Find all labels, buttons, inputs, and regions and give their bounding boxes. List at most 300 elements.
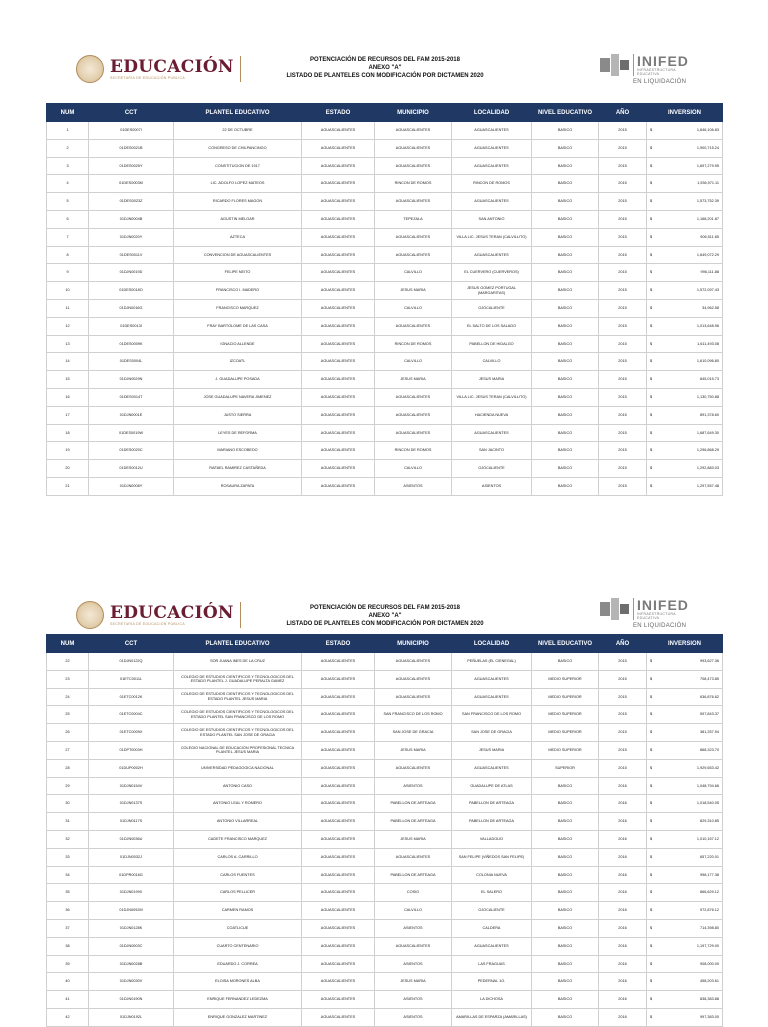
- col-estado-cell: AGUASCALIENTES: [302, 670, 375, 688]
- inversion-amount: 891,378.60: [699, 412, 719, 417]
- col-inversion-cell: [647, 759, 723, 777]
- inifed-logo-sub: EDUCATIVA: [637, 72, 660, 76]
- col-cct-cell: 01DJN0154V: [89, 777, 174, 795]
- col-anio-cell: 2015: [599, 335, 647, 353]
- table-row: [47, 813, 723, 831]
- inversion-amount: 1,900,715.24: [696, 145, 719, 150]
- col-inversion-cell: [647, 973, 723, 991]
- col-plantel-cell: FRANCISCO I. MADERO: [174, 282, 302, 300]
- table-header-row: [47, 104, 723, 122]
- col-anio-cell: 2015: [599, 282, 647, 300]
- col-nivel-cell: BASICO: [532, 866, 599, 884]
- col-num-cell: 27: [47, 741, 89, 759]
- col-estado-cell: AGUASCALIENTES: [302, 688, 375, 706]
- col-municipio-cell: AGUASCALIENTES: [375, 317, 452, 335]
- col-nivel-cell: BASICO: [532, 830, 599, 848]
- col-anio-cell: 2015: [599, 741, 647, 759]
- table-row: [47, 460, 723, 478]
- col-num-cell: 1: [47, 122, 89, 140]
- col-estado-cell: AGUASCALIENTES: [302, 175, 375, 193]
- col-municipio-cell: JESUS MARIA: [375, 371, 452, 389]
- inversion-amount: 714,398.80: [699, 926, 719, 931]
- inversion-amount: 1,296,868.29: [696, 448, 719, 453]
- currency-symbol: $: [650, 412, 653, 417]
- currency-symbol: $: [650, 890, 653, 895]
- col-inversion-cell: [647, 830, 723, 848]
- col-localidad-cell: GUADALUPE DE ATLAS: [452, 777, 532, 795]
- col-plantel-cell: FELIPE NEITO: [174, 264, 302, 282]
- col-num-cell: 14: [47, 353, 89, 371]
- inversion-amount: 906,511.65: [700, 234, 719, 239]
- col-num-cell: 22: [47, 653, 89, 671]
- col-localidad-cell: AMARILLAS DE ESPARZA (AMARILLAS): [452, 1008, 532, 1026]
- table-row: [47, 371, 723, 389]
- col-num-cell: 15: [47, 371, 89, 389]
- col-localidad-cell: SAN JOSE DE GRACIA: [452, 724, 532, 742]
- col-nivel-cell: BASICO: [532, 388, 599, 406]
- col-plantel-cell: ANTONIO LEAL Y ROMERO: [174, 795, 302, 813]
- col-inversion-cell: [647, 264, 723, 282]
- col-num-cell: 28: [47, 759, 89, 777]
- inversion-amount: 1,929,653.42: [696, 765, 719, 770]
- col-localidad-cell: CALDERA: [452, 919, 532, 937]
- col-estado-cell: AGUASCALIENTES: [302, 139, 375, 157]
- col-estado-cell: AGUASCALIENTES: [302, 371, 375, 389]
- col-anio-cell: 2015: [599, 299, 647, 317]
- col-cct-cell: 01DJN0092M: [89, 902, 174, 920]
- col-municipio-cell: AGUASCALIENTES: [375, 228, 452, 246]
- col-cct-cell: 01DES0019W: [89, 424, 174, 442]
- col-nivel-cell: BASICO: [532, 460, 599, 478]
- col-localidad-cell: PABELLON DE ARTEAGA: [452, 813, 532, 831]
- col-nivel-cell: BASICO: [532, 299, 599, 317]
- col-localidad-cell: CALVILLO: [452, 353, 532, 371]
- table-row: [47, 139, 723, 157]
- col-localidad-cell: SAN FELIPE (VIÑEDOS SAN FELIPE): [452, 848, 532, 866]
- col-num-cell: 13: [47, 335, 89, 353]
- col-plantel-cell: JOSE GUADALUPE NAVERA JIMENEZ: [174, 388, 302, 406]
- title-line: POTENCIACIÓN DE RECURSOS DEL FAM 2015-2018: [310, 605, 460, 611]
- col-estado-cell: AGUASCALIENTES: [302, 299, 375, 317]
- col-plantel-cell: CUARTO CENTENARIO: [174, 937, 302, 955]
- col-anio-cell: 2016: [599, 795, 647, 813]
- col-nivel-cell: BASICO: [532, 1008, 599, 1026]
- col-num-cell: 31: [47, 813, 89, 831]
- col-nivel-cell: BASICO: [532, 884, 599, 902]
- col-localidad-cell: JESUS GOMEZ PORTUGAL (MARGARITAS): [452, 282, 532, 300]
- table-row: [47, 353, 723, 371]
- table-row: [47, 157, 723, 175]
- col-localidad-cell: PEÑUELAS (EL CIENEGAL): [452, 653, 532, 671]
- col-estado-cell: AGUASCALIENTES: [302, 653, 375, 671]
- col-anio-cell: 2016: [599, 830, 647, 848]
- inversion-amount: 1,010,157.12: [696, 837, 719, 842]
- col-inversion-cell: [647, 813, 723, 831]
- col-municipio-cell: PABELLON DE ARTEAGA: [375, 866, 452, 884]
- col-municipio-cell: AGUASCALIENTES: [375, 424, 452, 442]
- col-anio-cell: 2016: [599, 955, 647, 973]
- col-plantel-cell: AZTECA: [174, 228, 302, 246]
- col-estado-cell: AGUASCALIENTES: [302, 424, 375, 442]
- col-inversion-cell: [647, 210, 723, 228]
- table-row: [47, 442, 723, 460]
- col-localidad-cell: OJOCALIENTE: [452, 299, 532, 317]
- currency-symbol: $: [650, 676, 653, 681]
- col-num-cell: 23: [47, 670, 89, 688]
- col-localidad-cell: VILLA LIC. JESUS TERAN (CALVILLITO): [452, 228, 532, 246]
- inversion-amount: 34,962.58: [702, 306, 719, 311]
- col-anio-cell: 2015: [599, 388, 647, 406]
- col-municipio-cell: CALVILLO: [375, 902, 452, 920]
- col-inversion-cell: [647, 353, 723, 371]
- col-estado-cell: AGUASCALIENTES: [302, 902, 375, 920]
- col-municipio-cell: SAN FRANCISCO DE LOS ROMO: [375, 706, 452, 724]
- col-nivel-cell: BASICO: [532, 777, 599, 795]
- inifed-building-icon: [600, 598, 630, 620]
- col-nivel-cell: BASICO: [532, 228, 599, 246]
- inversion-amount: 845,015.73: [699, 377, 719, 382]
- col-anio-cell: 2016: [599, 919, 647, 937]
- col-num-cell: 39: [47, 955, 89, 973]
- table-row: [47, 122, 723, 140]
- col-anio-cell: 2015: [599, 157, 647, 175]
- header-col-municipio: MUNICIPIO: [375, 635, 452, 653]
- inversion-amount: 597,843.37: [699, 712, 719, 717]
- table-row: [47, 724, 723, 742]
- col-estado-cell: AGUASCALIENTES: [302, 193, 375, 211]
- table-row: [47, 335, 723, 353]
- col-anio-cell: 2015: [599, 122, 647, 140]
- table-row: [47, 706, 723, 724]
- col-municipio-cell: RINCON DE ROMOS: [375, 335, 452, 353]
- inversion-amount: 908,000.00: [699, 961, 719, 966]
- table-row: [47, 973, 723, 991]
- col-localidad-cell: LA DICHOSA: [452, 991, 532, 1009]
- table-row: [47, 955, 723, 973]
- col-cct-cell: 01DJN0190N: [89, 991, 174, 1009]
- currency-symbol: $: [650, 323, 653, 328]
- col-anio-cell: 2015: [599, 724, 647, 742]
- currency-symbol: $: [650, 872, 653, 877]
- col-num-cell: 33: [47, 848, 89, 866]
- col-anio-cell: 2016: [599, 902, 647, 920]
- col-num-cell: 32: [47, 830, 89, 848]
- table-row: [47, 902, 723, 920]
- col-plantel-cell: LEYES DE REFORMA: [174, 424, 302, 442]
- col-anio-cell: 2015: [599, 139, 647, 157]
- col-num-cell: 41: [47, 991, 89, 1009]
- col-nivel-cell: BASICO: [532, 848, 599, 866]
- col-nivel-cell: BASICO: [532, 902, 599, 920]
- col-anio-cell: 2015: [599, 210, 647, 228]
- col-localidad-cell: SAN ANTONIO: [452, 210, 532, 228]
- col-anio-cell: 2015: [599, 706, 647, 724]
- col-localidad-cell: JESUS MARIA: [452, 741, 532, 759]
- table-row: [47, 653, 723, 671]
- col-nivel-cell: MEDIO SUPERIOR: [532, 741, 599, 759]
- currency-symbol: $: [650, 819, 653, 824]
- table-row: [47, 406, 723, 424]
- col-inversion-cell: [647, 282, 723, 300]
- col-cct-cell: 01DJN0019D: [89, 264, 174, 282]
- header-col-num: NUM: [47, 104, 89, 122]
- col-num-cell: 26: [47, 724, 89, 742]
- col-localidad-cell: AGUASCALIENTES: [452, 193, 532, 211]
- col-plantel-cell: ENRIQUE GONZALEZ MARTINEZ: [174, 1008, 302, 1026]
- col-inversion-cell: [647, 424, 723, 442]
- col-municipio-cell: AGUASCALIENTES: [375, 653, 452, 671]
- header-col-localidad: LOCALIDAD: [452, 104, 532, 122]
- col-estado-cell: AGUASCALIENTES: [302, 210, 375, 228]
- col-nivel-cell: BASICO: [532, 157, 599, 175]
- col-municipio-cell: AGUASCALIENTES: [375, 406, 452, 424]
- inversion-amount: 708,473.85: [699, 676, 719, 681]
- col-municipio-cell: CALVILLO: [375, 299, 452, 317]
- col-municipio-cell: ASIENTOS: [375, 477, 452, 495]
- inifed-logo-word: INIFED: [637, 597, 689, 613]
- col-anio-cell: 2016: [599, 991, 647, 1009]
- col-nivel-cell: SUPERIOR: [532, 759, 599, 777]
- col-num-cell: 34: [47, 866, 89, 884]
- table-row: [47, 193, 723, 211]
- col-estado-cell: AGUASCALIENTES: [302, 442, 375, 460]
- currency-symbol: $: [650, 377, 653, 382]
- col-num-cell: 35: [47, 884, 89, 902]
- col-cct-cell: 01ETC0012K: [89, 688, 174, 706]
- col-cct-cell: 01DJN0122Q: [89, 653, 174, 671]
- header-col-plantel: PLANTEL EDUCATIVO: [174, 635, 302, 653]
- col-plantel-cell: COLEGIO DE ESTUDIOS CIENTIFICOS Y TECNOLOGICOS DEL ESTADO PLANTEL SAN FRANCISCO DE LOS ROMO: [174, 706, 302, 724]
- col-inversion-cell: [647, 246, 723, 264]
- col-plantel-cell: AGUSTIN MELGAR: [174, 210, 302, 228]
- col-estado-cell: AGUASCALIENTES: [302, 777, 375, 795]
- col-plantel-cell: FRANCISCO MARQUEZ: [174, 299, 302, 317]
- col-anio-cell: 2015: [599, 460, 647, 478]
- col-anio-cell: 2015: [599, 228, 647, 246]
- col-anio-cell: 2015: [599, 264, 647, 282]
- col-estado-cell: AGUASCALIENTES: [302, 706, 375, 724]
- col-municipio-cell: JESUS MARIA: [375, 741, 452, 759]
- col-nivel-cell: BASICO: [532, 973, 599, 991]
- col-anio-cell: 2016: [599, 884, 647, 902]
- currency-symbol: $: [650, 270, 653, 275]
- col-estado-cell: AGUASCALIENTES: [302, 1008, 375, 1026]
- document-title: [230, 604, 540, 628]
- col-nivel-cell: BASICO: [532, 795, 599, 813]
- col-inversion-cell: [647, 866, 723, 884]
- table-header-row: [47, 635, 723, 653]
- inversion-amount: 636,876.62: [699, 694, 719, 699]
- col-nivel-cell: BASICO: [532, 282, 599, 300]
- currency-symbol: $: [650, 181, 653, 186]
- currency-symbol: $: [650, 145, 653, 150]
- col-inversion-cell: [647, 442, 723, 460]
- col-anio-cell: 2015: [599, 424, 647, 442]
- header-col-num: NUM: [47, 635, 89, 653]
- col-localidad-cell: AGUASCALIENTES: [452, 424, 532, 442]
- col-nivel-cell: MEDIO SUPERIOR: [532, 688, 599, 706]
- col-localidad-cell: HACIENDA NUEVA: [452, 406, 532, 424]
- col-estado-cell: AGUASCALIENTES: [302, 813, 375, 831]
- educacion-logo-sub: SECRETARÍA DE EDUCACIÓN PÚBLICA: [110, 76, 185, 80]
- col-anio-cell: 2015: [599, 193, 647, 211]
- table-row: [47, 795, 723, 813]
- col-municipio-cell: AGUASCALIENTES: [375, 139, 452, 157]
- col-anio-cell: 2015: [599, 688, 647, 706]
- col-cct-cell: 01DJN0001E: [89, 406, 174, 424]
- col-inversion-cell: [647, 477, 723, 495]
- col-nivel-cell: BASICO: [532, 442, 599, 460]
- col-plantel-cell: IGNACIO ALLENDE: [174, 335, 302, 353]
- currency-symbol: $: [650, 288, 653, 293]
- col-inversion-cell: [647, 122, 723, 140]
- col-municipio-cell: ASIENTOS: [375, 991, 452, 1009]
- col-nivel-cell: BASICO: [532, 424, 599, 442]
- currency-symbol: $: [650, 765, 653, 770]
- inversion-amount: 1,048,794.66: [696, 783, 719, 788]
- inversion-amount: 381,257.94: [699, 730, 719, 735]
- currency-symbol: $: [650, 908, 653, 913]
- inversion-amount: 1,697,279.95: [696, 163, 719, 168]
- col-estado-cell: AGUASCALIENTES: [302, 388, 375, 406]
- col-plantel-cell: J. GUADALUPE POSADA: [174, 371, 302, 389]
- currency-symbol: $: [650, 234, 653, 239]
- inifed-logo-sub: INFRAESTRUCTURA: [637, 612, 676, 616]
- col-inversion-cell: [647, 991, 723, 1009]
- col-inversion-cell: [647, 937, 723, 955]
- col-cct-cell: 01DJN0016G: [89, 299, 174, 317]
- col-anio-cell: 2016: [599, 777, 647, 795]
- col-localidad-cell: PABELLON DE ARTEAGA: [452, 795, 532, 813]
- col-inversion-cell: [647, 157, 723, 175]
- table-row: [47, 830, 723, 848]
- col-anio-cell: 2015: [599, 477, 647, 495]
- inversion-amount: 997,383.00: [699, 1015, 719, 1020]
- col-nivel-cell: BASICO: [532, 139, 599, 157]
- currency-symbol: $: [650, 163, 653, 168]
- inifed-logo-sub: EDUCATIVA: [637, 616, 660, 620]
- table-row: [47, 264, 723, 282]
- planteles-table: [46, 103, 723, 496]
- col-cct-cell: 01DJN0004B: [89, 210, 174, 228]
- col-inversion-cell: [647, 706, 723, 724]
- col-estado-cell: AGUASCALIENTES: [302, 795, 375, 813]
- col-cct-cell: 01DES0021B: [89, 139, 174, 157]
- col-cct-cell: 01DES0014T: [89, 388, 174, 406]
- col-municipio-cell: CALVILLO: [375, 264, 452, 282]
- col-estado-cell: AGUASCALIENTES: [302, 741, 375, 759]
- col-localidad-cell: SAN FRANCISCO DE LOS ROMO: [452, 706, 532, 724]
- col-localidad-cell: AGUASCALIENTES: [452, 246, 532, 264]
- inversion-amount: 1,197,729.00: [696, 943, 719, 948]
- inversion-amount: 1,610,096.80: [696, 359, 719, 364]
- col-estado-cell: AGUASCALIENTES: [302, 406, 375, 424]
- header-col-municipio: MUNICIPIO: [375, 104, 452, 122]
- inversion-amount: 458,203.61: [699, 979, 719, 984]
- col-cct-cell: 01ETC0009X: [89, 724, 174, 742]
- col-estado-cell: AGUASCALIENTES: [302, 317, 375, 335]
- table-row: [47, 741, 723, 759]
- table-row: [47, 866, 723, 884]
- inversion-amount: 1,936,971.11: [697, 181, 719, 186]
- inversion-amount: 993,627.36: [699, 659, 719, 664]
- title-line: POTENCIACIÓN DE RECURSOS DEL FAM 2015-2018: [310, 57, 460, 63]
- col-plantel-cell: JUSTO SIERRA: [174, 406, 302, 424]
- col-num-cell: 10: [47, 282, 89, 300]
- col-municipio-cell: PABELLON DE ARTEAGA: [375, 813, 452, 831]
- header-col-plantel: PLANTEL EDUCATIVO: [174, 104, 302, 122]
- table-row: [47, 991, 723, 1009]
- col-plantel-cell: RICARDO FLORES MAGON: [174, 193, 302, 211]
- col-municipio-cell: AGUASCALIENTES: [375, 937, 452, 955]
- col-num-cell: 7: [47, 228, 89, 246]
- col-plantel-cell: IZCOATL: [174, 353, 302, 371]
- col-cct-cell: 01DES0012U: [89, 460, 174, 478]
- col-estado-cell: AGUASCALIENTES: [302, 228, 375, 246]
- currency-symbol: $: [650, 837, 653, 842]
- col-cct-cell: 01DES0020C: [89, 442, 174, 460]
- table-row: [47, 282, 723, 300]
- header-col-inversion: INVERSION: [647, 104, 723, 122]
- col-nivel-cell: BASICO: [532, 919, 599, 937]
- col-nivel-cell: BASICO: [532, 246, 599, 264]
- col-municipio-cell: RINCON DE ROMOS: [375, 442, 452, 460]
- col-plantel-cell: CADETE FRANCISCO MARQUEZ: [174, 830, 302, 848]
- col-inversion-cell: [647, 371, 723, 389]
- currency-symbol: $: [650, 430, 653, 435]
- col-cct-cell: 01DES0007I: [89, 122, 174, 140]
- currency-symbol: $: [650, 694, 653, 699]
- col-estado-cell: AGUASCALIENTES: [302, 157, 375, 175]
- col-plantel-cell: UNIVERSIDAD PEDAGOGICA NACIONAL: [174, 759, 302, 777]
- col-inversion-cell: [647, 228, 723, 246]
- col-nivel-cell: BASICO: [532, 371, 599, 389]
- col-inversion-cell: [647, 670, 723, 688]
- col-nivel-cell: BASICO: [532, 122, 599, 140]
- educacion-logo: [76, 601, 241, 629]
- col-inversion-cell: [647, 193, 723, 211]
- col-estado-cell: AGUASCALIENTES: [302, 973, 375, 991]
- col-cct-cell: 01DJN0030V: [89, 973, 174, 991]
- inversion-amount: 838,383.88: [699, 997, 719, 1002]
- col-municipio-cell: SAN JOSE DE GRACIA: [375, 724, 452, 742]
- col-plantel-cell: COLEGIO NACIONAL DE EDUCACION PROFESIONAL TECNICA PLANTEL JESUS MARIA: [174, 741, 302, 759]
- document-page-1: [0, 0, 768, 489]
- currency-symbol: $: [650, 341, 653, 346]
- col-estado-cell: AGUASCALIENTES: [302, 830, 375, 848]
- col-num-cell: 2: [47, 139, 89, 157]
- planteles-table: [46, 634, 723, 1027]
- col-anio-cell: 2016: [599, 866, 647, 884]
- currency-symbol: $: [650, 448, 653, 453]
- col-anio-cell: 2016: [599, 973, 647, 991]
- table-row: [47, 688, 723, 706]
- currency-symbol: $: [650, 359, 653, 364]
- col-cct-cell: 01DES0025Y: [89, 157, 174, 175]
- col-inversion-cell: [647, 317, 723, 335]
- header-col-localidad: LOCALIDAD: [452, 635, 532, 653]
- currency-symbol: $: [650, 128, 653, 133]
- mexico-seal-icon: [76, 601, 104, 629]
- currency-symbol: $: [650, 801, 653, 806]
- col-cct-cell: 01DJN0020Y: [89, 228, 174, 246]
- col-estado-cell: AGUASCALIENTES: [302, 246, 375, 264]
- col-inversion-cell: [647, 884, 723, 902]
- col-num-cell: 8: [47, 246, 89, 264]
- col-nivel-cell: BASICO: [532, 264, 599, 282]
- col-nivel-cell: BASICO: [532, 406, 599, 424]
- currency-symbol: $: [650, 748, 653, 753]
